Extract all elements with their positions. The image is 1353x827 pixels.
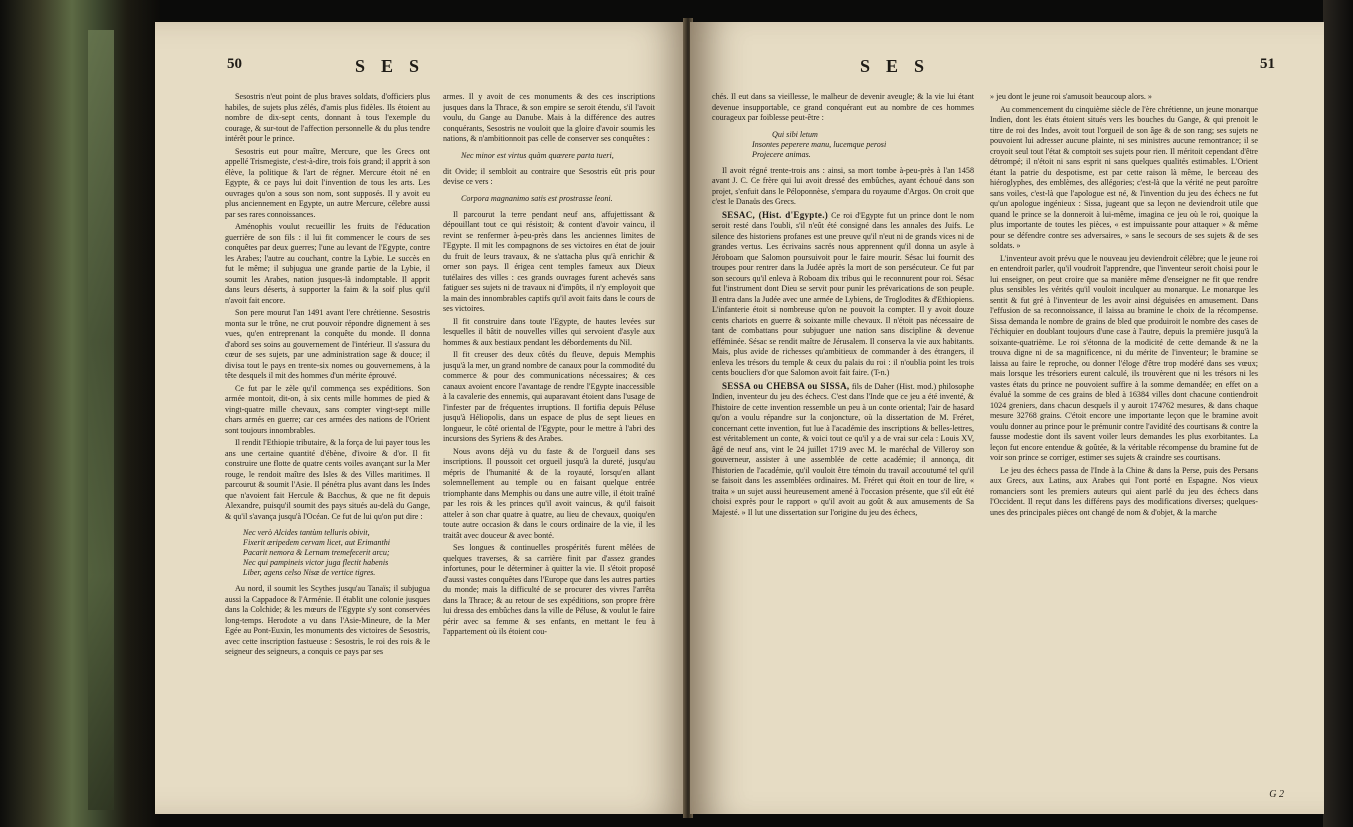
paragraph: Il rendit l'Ethiopie tributaire, & la força de lui payer tous les ans une certaine quantité d'ébène, d'ivoire & d'or. Il fit construire une flotte de quatre cents voiles avançant sur la Mer rouge, le rendoit maître des Isles & des Villes maritimes. Il parcourut & soumit l'Asie. Il pénétra plus avant dans les Indes que n'avoient fait Hercule & Bacchus, & que ne fit depuis Alexandre, puisqu'il soumit des pays situés au-delà du Gange, & qu'il s'avança jusqu'à l'Océan. Ce fut de lui qu'on put dire : (225, 438, 430, 521)
verse-line: Fixerit æripedem cervam licet, aut Erimanthi (243, 538, 391, 547)
entry-text: Ce roi d'Egypte fut un prince dont le nom seroit resté dans l'oubli, s'il n'eût été consigné dans les annales des Juifs. Le silence des historiens profanes est une preuve qu'il n'eut ni de grands vices ni de grandes vertus. Les écrivains sacrés nous apprennent qu'il donna un asyle à Jéroboam que Salomon poursuivoit pour le faire mourir. Sésac lui fournit des troupes pour rentrer dans la Judée après la mort de son persécuteur. Ce fut par son secours qu'il enleva à Roboam dix tribus qui le reconnurent pour roi. Sésac fut l'instrument dont Dieu se servit pour punir les prévarications de son peuple. Il entra dans la Judée avec une armée de Lybiens, de Troglodites & d'Ethiopiens. L'infanterie étoit si nombreuse qu'on ne pouvoit la compter. Il y avoit douze cents chariots en guerre & soixante mille chevaux. Il n'étoit pas nécessaire de tant de combattans pour subjuguer une nation sans discipline & devenue efféminée. Sésac se rendit maître de Jérusalem. Il conserva la vie aux habitants. Mais, plus avide de richesses qu'ambitieux de commander à des étrangers, il enleva les trésors du temple & ceux du palais du roi : il n'oublia point les trois cents boucliers d'or que Salomon avoit fait faire. (T-n.) (712, 210, 974, 377)
paragraph: Son pere mourut l'an 1491 avant l'ere chrétienne. Sesostris monta sur le trône, ne crut pouvoir répondre dignement à ses vues, qu'en entreprenant la conquête du monde. Il donna d'abord ses soins au gouvernement de l'intérieur. Il s'assura du cœur de ses sujets, par une administration sage & douce; il divisa tout le pays en trente-six nomes ou gouvernemens, à la tête desquels il mit des hommes d'un mérite éprouvé. (225, 308, 430, 380)
latin-verse (752, 130, 974, 160)
latin-verse (461, 151, 655, 161)
signature-mark: G 2 (1269, 789, 1284, 800)
paragraph: Nous avons déjà vu du faste & de l'orgueil dans ses inscriptions. Il poussoit cet orgueil jusqu'à la dureté, jusqu'au mépris de l'humanité & de la royauté, lorsqu'en allant solemnellement au temple ou en faisant quelque entrée triomphante dans Memphis ou dans une autre ville, il étoit traîné par les rois & les princes qu'il avoit vaincus, & qu'il faisoit atteler à son char quatre à quatre, au lieu de chevaux, quoiqu'en toute autre occasion & dans le cours ordinaire de la vie, il les traitât avec douceur & avec bonté. (443, 446, 655, 540)
entry (712, 381, 974, 519)
paragraph: Ses longues & continuelles prospérités furent mêlées de quelques traverses, & sa carrière finit par d'assez grandes infortunes, pour le déterminer à quitter la vie. Il s'étoit proposé d'aussi vastes conquêtes dans l'Europe que dans les autres parties du monde; mais la difficulté de se procurer des vivres l'arrêta dans la Thrace; & au retour de ses expéditions, son propre frère lui dressa des embûches dans la ville de Péluse, & voulut le faire périr avec sa femme & ses enfants, en mettant le feu à l'appartement où ils étoient cou- (443, 543, 655, 636)
paragraph: Aménophis voulut recueillir les fruits de l'éducation guerrière de son fils : il lui fit commencer le cours de ses conquêtes par deux guerres; l'une au levant de l'Egypte, contre les Arabes; l'autre au couchant, contre la Lybie. Le succès en fut le même; il subjugua une grande partie de la Lybie, il soumit les Arabes, nation jusques-là indomptable. Il apprit dans leurs déserts, à supporter la faim & la soif plus qu'il n'avoit fait encore. (225, 222, 430, 305)
verse-line: Nec minor est virtus quàm quærere parta tueri, (461, 150, 614, 160)
paragraph: Ce fut par le zèle qu'il commença ses expéditions. Son armée montoit, dit-on, à six cents mille hommes de pied & vingt-quatre mille chevaux, sans compter vingt-sept mille chars armés en guerre; car ces armées des nations de l'Orient sont toujours innombrables. (225, 383, 430, 435)
verse-line: Liber, agens celso Nisæ de vertice tigres. (243, 568, 376, 577)
left-page (155, 22, 685, 814)
page-number-right: 51 (1260, 56, 1275, 72)
entry-heading-sesac: SESAC, (Hist. d'Egypte.) (722, 209, 829, 220)
paragraph: » jeu dont le jeune roi s'amusoit beaucoup alors. » (990, 92, 1152, 101)
right-column-1 (712, 92, 974, 810)
running-head-right: SES (860, 56, 941, 76)
verse-line: Qui sibi letum (772, 129, 818, 139)
verse-line: Pacarit nemora & Lernam tremefecerit arcu; (243, 548, 390, 557)
paragraph: Il avoit régné trente-trois ans : ainsi, sa mort tombe à-peu-près à l'an 1458 avant J. C. Ce frère qui lui avoit dressé des embûches, ayant échoué dans son projet, s'enfuit dans le Péloponnèse, s'empara du royaume d'Argos. On croit que c'est le Danaüs des Grecs. (712, 165, 974, 206)
page-number-left: 50 (227, 56, 242, 72)
paragraph: Il fit construire dans toute l'Egypte, de hautes levées sur lesquelles il bâtit de nouvelles villes qui servoient d'asyle aux hommes & aux bestiaux pendant les débordements du Nil. (443, 316, 655, 347)
paragraph: chés. Il eut dans sa vieillesse, le malheur de devenir aveugle; & la vie lui étant devenue insupportable, ce grand conquérant eut au nombre de ces hommes courageux par foiblesse peut-être : (712, 92, 974, 122)
left-column-1 (225, 92, 430, 810)
right-page (690, 22, 1324, 814)
verse-line: Nec qui pampineis victor juga flectit habenis (243, 558, 389, 567)
verse-line: Nec verò Alcides tantùm telluris obivit, (243, 528, 370, 537)
verse-line: Projecere animas. (752, 149, 811, 159)
right-book-edge (1323, 0, 1353, 827)
paragraph: dit Ovide; il sembloit au contraire que Sesostris eût pris pour devise ce vers : (443, 166, 655, 186)
entry-text: fils de Daher (Hist. mod.) philosophe Indien, inventeur du jeu des échecs. C'est dans l'Inde que ce jeu a été inventé, & l'histoire de cette invention ressemble un peu à un conte oriental; l'air de hasard qu'on a voulu répandre sur la conjoncture, où la dissertation de M. Fréret, concernant cette invention, fut lue à l'académie des inscriptions & belles-lettres, est véritablement un conte, & voici tout ce qu'il y a de vrai sur cela : Louis XV, âgé de neuf ans, vint le 24 juillet 1719 avec M. le maréchal de Villeroy son gouverneur, assister à une assemblée de cette académie; il annonça, dit l'historien de l'académie, qu'il vouloit être témoin du travail accoutumé tel qu'il se faisoit dans les assemblées ordinaires. M. Fréret qui étoit en tour de lire, « traita » un sujet aussi heureusement amené à l'occasion présente, que s'il eût été choisi exprès pour le rapport » qu'il avoit au goût & aux amusements de Sa Majesté. » Il lut une dissertation sur l'origine du jeu des échecs, (712, 381, 974, 517)
left-book-edge (0, 0, 160, 827)
paragraph: Sesostris eut pour maître, Mercure, que les Grecs ont appellé Trismegiste, c'est-à-dire, trois fois grand; il apprit à son élève, la politique & l'art de régner. Mercure étoit né en Egypte, & ce pays lui doit l'invention de tous les arts. Les ouvrages qu'on a sous son nom, sont supposés. Il y avoit eu plus anciennement en Egypte, un autre Mercure, célebre aussi par ses rares connoissances. (225, 146, 430, 219)
entry (712, 210, 974, 379)
cover-stripe (88, 30, 114, 810)
latin-verse (243, 528, 430, 578)
paragraph: L'inventeur avoit prévu que le nouveau jeu deviendroit célèbre; que le jeune roi en entendroit parler, qu'il voudroit l'apprendre, que l'inventeur seroit choisi pour le lui enseigner, on peut croire que sa manière même d'enseigner ne fit que rendre plus sensibles les vérités qu'il vouloit inculquer au monarque. Le monarque les sentit & fut gré à l'inventeur de les avoir ainsi déguisées en amusement. Dans l'effusion de sa reconnoissance, il laissa au bramine le choix de la récompense. Sissa demanda le nombre de grains de bled que produiroit le nombre des cases de l'échiquier en doublant toujours d'une case à l'autre, depuis la première jusqu'à la soixante-quatrième. Le roi s'étonna de la modicité de cette demande & ne la trouva digne ni de sa magnificence, ni du mérite de l'inventeur; le bramine se laissa au faire le reproche, ou donner l'éloge d'être trop modéré dans ses vœux; mais lorsque les trésoriers eurent calculé, ils trouvèrent que ni les trésors ni les vastes états du prince ne pouvoient suffire à la somme demandée; en effet on a évalué la somme de ces grains de bled à 16384 villes dont chacune contiendroit 1024 greniers, dans chacun desquels il y auroit 174762 mesures, & dans chaque mesure 32768 grains. C'étoit encore une importante leçon que le bramine avoit voulu donner au prince pour le prémunir contre l'avidité des courtisans & contre la fausse modestie dont ils savent voiler leurs demandes les plus exorbitantes. La leçon fut encore entendue & goûtée, & la véritable récompense du bramine fut de voir son prince se corriger, estimer ses sujets & craindre ses courtisans. (990, 253, 1258, 462)
paragraph: Sesostris n'eut point de plus braves soldats, d'officiers plus habiles, de sujets plus zélés, d'amis plus fidèles. Ils étoient au nombre de dix-sept cents, donnant à tous l'exemple du courage, & sur-tout de l'affection personnelle & du plus tendre intérêt pour le prince. (225, 92, 430, 143)
paragraph: Il parcourut la terre pendant neuf ans, affujettissant & dépouillant tout ce qui résistoit; & content d'avoir vaincu, il revint se renfermer à-peu-près dans les anciennes limites de l'Egypte. Il mit les compagnons de ses victoires en état de jouir du fruit de leurs travaux, & ne s'attacha plus qu'à enrichir & orner son pays. Il érigea cent temples fameux aux Dieux tutélaires des villes : ces grands ouvrages furent achevés sans fatiguer ses sujets ni de travaux ni d'impôts, il n'y employoit que la main des innombrables captifs qu'il avoit faits dans le cours de ses victoires. (443, 209, 655, 313)
paragraph: Au commencement du cinquième siècle de l'ère chrétienne, un jeune monarque Indien, dont les états étoient situés vers les bouches du Gange, & qui prenoit le titre de roi des Indes, avoit tout l'orgueil de son âge & de son rang; ses sujets ne pouvoient lui adresser aucune plainte, ni ses ministres aucune remontrance; il se croyoit seul tout l'état & comptoit ses sujets pour rien. Il méritoit cependant d'être détrompé; il n'étoit ni sans esprit ni sans quelques qualités estimables. L'Orient étant la patrie du despotisme, est par cette raison là même, le berceau des hiéroglyphes, des emblèmes, des allégories; c'est-là que la vérité ne peut paroître sans voiles, c'est-là que l'apologue est né, & l'invention du jeu des échecs ne fut qu'un apologue ingénieux : Sissa, jugeant que sa leçon ne deviendroit utile que quand le prince se la donneroit à lui-même, imagina ce jeu où le roi, quoique la plus importante de toutes les pièces, « est impuissante pour attaquer » & même pour se défendre contre ses adversaires, » sans le secours de ses sujets & de ses soldats. » (990, 104, 1258, 250)
paragraph: armes. Il y avoit de ces monuments & des ces inscriptions jusques dans la Thrace, & son empire se seroit étendu, s'il l'avoit voulu, du Gange au Danube. Mais à la différence des autres conquérants, Sesostris ne vouloit que la gloire d'avoir soumis les nations, & n'ambitionnoit pas celle de conserver ses conquêtes : (443, 92, 655, 143)
verse-line: Insontes peperere manu, lucemque perosi (752, 139, 887, 149)
paragraph: Il fit creuser des deux côtés du fleuve, depuis Memphis jusqu'à la mer, un grand nombre de canaux pour la commodité du commerce & pour des communications nécessaires; & ces canaux avoient encore l'avantage de rendre l'Egypte inaccessible à la cavalerie des ennemis, qui auparavant étoient dans l'usage de l'infester par de fréquentes irruptions. Il fortifia depuis Péluse jusqu'à Héliopolis, dans un espace de plus de sept lieues en longueur, le côté oriental de l'Egypte, pour le mettre à l'abri des incursions des Syriens & des Arabes. (443, 350, 655, 443)
running-head-left: SES (355, 56, 436, 76)
paragraph: Au nord, il soumit les Scythes jusqu'au Tanaïs; il subjugua aussi la Cappadoce & l'Arménie. Il établit une colonie jusques dans la Colchide; & les mœurs de l'Egypte s'y sont conservées long-temps. Herodote a vu dans l'Asie-Mineure, de la Mer Egée au Pont-Euxin, les monuments des victoires de Sesostris, avec cette inscription fastueuse : Sesostris, le roi des rois & le seigneur des seigneurs, a conquis ce pays par ses (225, 584, 430, 656)
right-column-2 (990, 92, 1258, 810)
paragraph: Le jeu des échecs passa de l'Inde à la Chine & dans la Perse, puis des Persans aux Grecs, aux Latins, aux Arabes qui l'ont porté en Espagne. Nos vieux romanciers sont les premiers auteurs qui aient parlé du jeu des échecs dans l'Occident. Il reçut dans les différens pays des modifications diverses; quelques-unes des principales pièces ont changé de nom & d'objet, & la marche (990, 465, 1258, 517)
verse-line: Corpora magnanimo satis est prostrasse leoni. (461, 193, 613, 203)
left-column-2 (443, 92, 655, 810)
entry-heading-sessa: SESSA ou CHEBSA ou SISSA, (722, 380, 850, 391)
latin-verse (461, 194, 655, 204)
